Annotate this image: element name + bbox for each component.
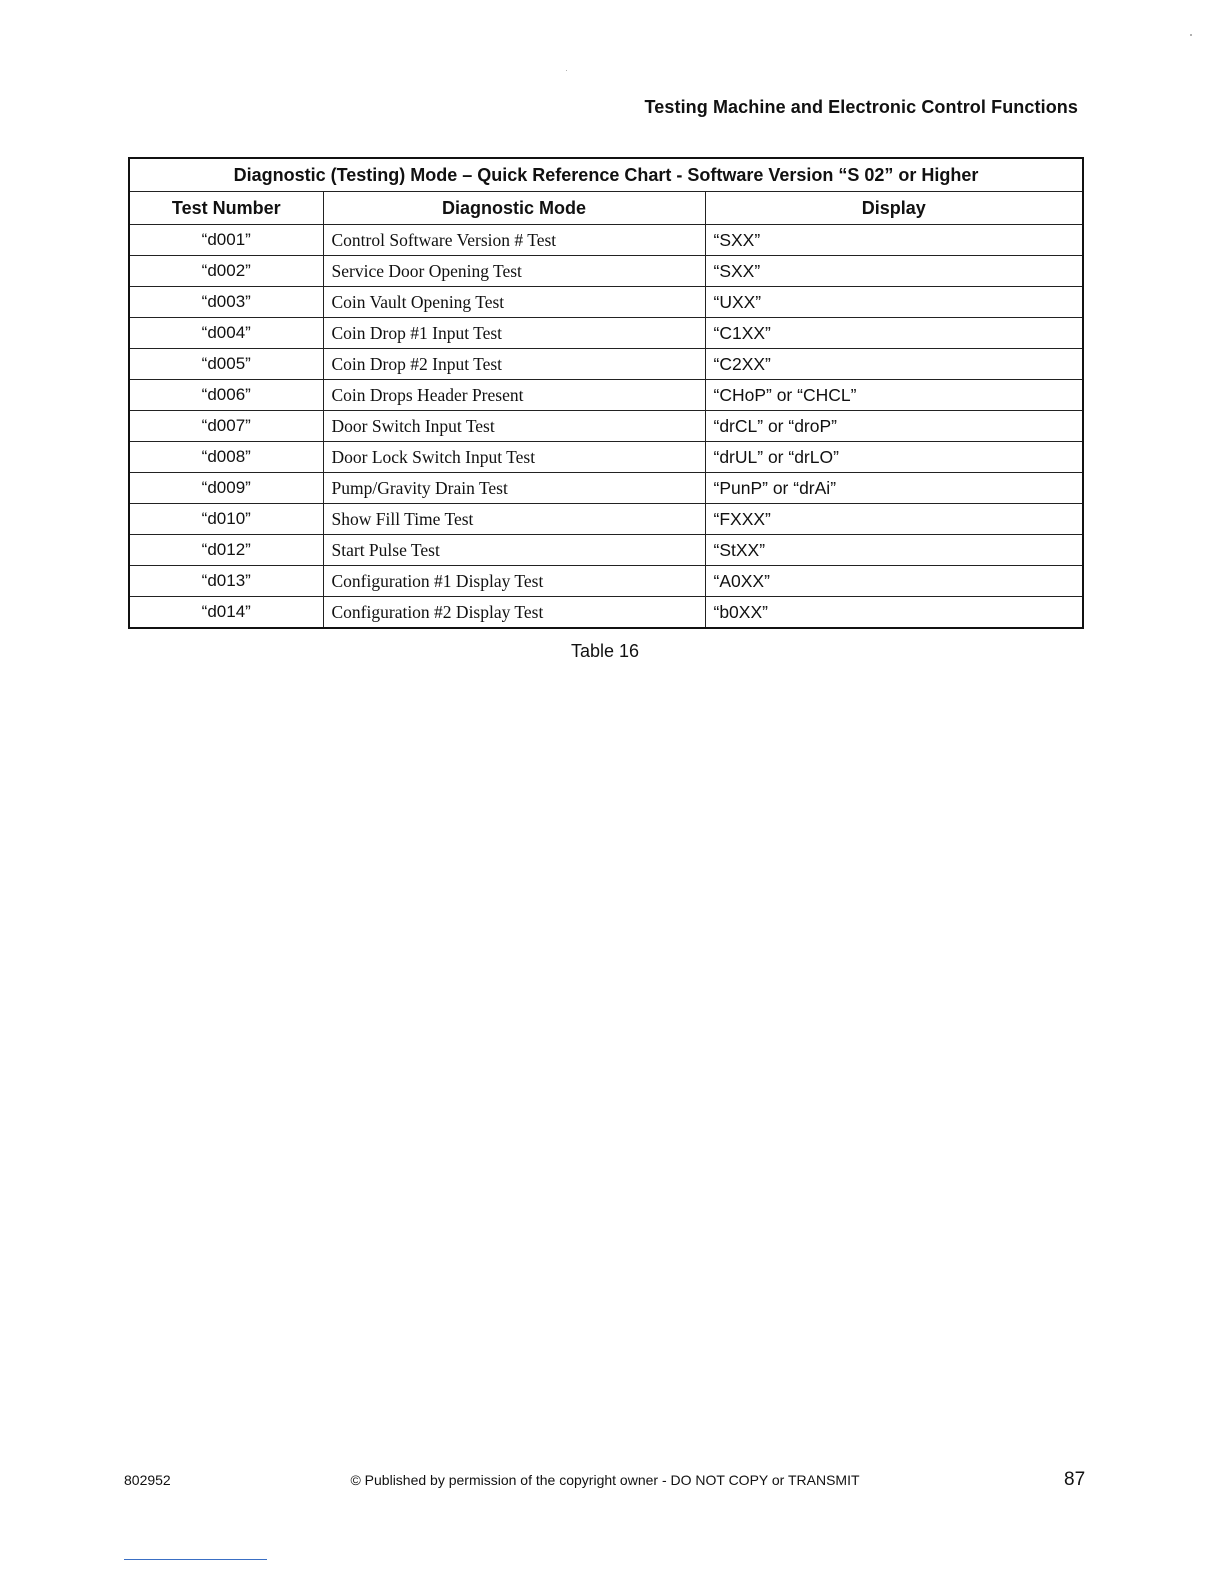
diagnostic-mode-cell: Coin Vault Opening Test bbox=[323, 287, 705, 318]
display-cell: “StXX” bbox=[705, 535, 1083, 566]
test-number-cell: “d014” bbox=[129, 597, 323, 629]
table-row bbox=[129, 225, 1083, 256]
diagnostic-mode-cell: Control Software Version # Test bbox=[323, 225, 705, 256]
table-caption: Table 16 bbox=[570, 641, 640, 661]
section-header: Testing Machine and Electronic Control Functions bbox=[644, 97, 1078, 117]
display-cell: “A0XX” bbox=[705, 566, 1083, 597]
test-number-cell: “d004” bbox=[129, 318, 323, 349]
diagnostic-mode-cell: Door Lock Switch Input Test bbox=[323, 442, 705, 473]
column-header-diagnostic-mode: Diagnostic Mode bbox=[323, 192, 705, 225]
diagnostic-mode-cell: Door Switch Input Test bbox=[323, 411, 705, 442]
diagnostic-mode-cell: Coin Drop #1 Input Test bbox=[323, 318, 705, 349]
test-number-cell: “d008” bbox=[129, 442, 323, 473]
scan-speck bbox=[566, 70, 567, 71]
table-row bbox=[129, 287, 1083, 318]
test-number-cell: “d006” bbox=[129, 380, 323, 411]
footer-copyright-notice: © Published by permission of the copyright owner - DO NOT COPY or TRANSMIT bbox=[350, 1472, 860, 1488]
table-row bbox=[129, 380, 1083, 411]
footer-page-number: 87 bbox=[1064, 1469, 1086, 1490]
diagnostic-reference-table bbox=[128, 157, 1084, 629]
bottom-rule-line bbox=[124, 1559, 267, 1560]
diagnostic-mode-cell: Configuration #1 Display Test bbox=[323, 566, 705, 597]
test-number-cell: “d009” bbox=[129, 473, 323, 504]
display-cell: “C1XX” bbox=[705, 318, 1083, 349]
table-row bbox=[129, 318, 1083, 349]
diagnostic-mode-cell: Service Door Opening Test bbox=[323, 256, 705, 287]
test-number-cell: “d005” bbox=[129, 349, 323, 380]
display-cell: “SXX” bbox=[705, 256, 1083, 287]
display-cell: “PunP” or “drAi” bbox=[705, 473, 1083, 504]
display-cell: “UXX” bbox=[705, 287, 1083, 318]
table-row bbox=[129, 442, 1083, 473]
footer-document-number: 802952 bbox=[124, 1472, 171, 1488]
display-cell: “b0XX” bbox=[705, 597, 1083, 629]
test-number-cell: “d012” bbox=[129, 535, 323, 566]
diagnostic-mode-cell: Coin Drop #2 Input Test bbox=[323, 349, 705, 380]
diagnostic-mode-cell: Show Fill Time Test bbox=[323, 504, 705, 535]
diagnostic-mode-cell: Start Pulse Test bbox=[323, 535, 705, 566]
table-row bbox=[129, 349, 1083, 380]
display-cell: “drUL” or “drLO” bbox=[705, 442, 1083, 473]
display-cell: “SXX” bbox=[705, 225, 1083, 256]
table-row bbox=[129, 473, 1083, 504]
table-title: Diagnostic (Testing) Mode – Quick Reference Chart - Software Version “S 02” or Higher bbox=[129, 158, 1083, 192]
test-number-cell: “d003” bbox=[129, 287, 323, 318]
diagnostic-mode-cell: Pump/Gravity Drain Test bbox=[323, 473, 705, 504]
table-row bbox=[129, 535, 1083, 566]
display-cell: “C2XX” bbox=[705, 349, 1083, 380]
diagnostic-mode-cell: Coin Drops Header Present bbox=[323, 380, 705, 411]
table-row bbox=[129, 504, 1083, 535]
test-number-cell: “d001” bbox=[129, 225, 323, 256]
display-cell: “CHoP” or “CHCL” bbox=[705, 380, 1083, 411]
test-number-cell: “d010” bbox=[129, 504, 323, 535]
diagnostic-mode-cell: Configuration #2 Display Test bbox=[323, 597, 705, 629]
test-number-cell: “d007” bbox=[129, 411, 323, 442]
test-number-cell: “d013” bbox=[129, 566, 323, 597]
table-row bbox=[129, 597, 1083, 629]
scan-speck bbox=[1190, 34, 1192, 36]
table-row bbox=[129, 566, 1083, 597]
display-cell: “drCL” or “droP” bbox=[705, 411, 1083, 442]
table-row bbox=[129, 411, 1083, 442]
table-row bbox=[129, 256, 1083, 287]
column-header-display: Display bbox=[705, 192, 1083, 225]
display-cell: “FXXX” bbox=[705, 504, 1083, 535]
test-number-cell: “d002” bbox=[129, 256, 323, 287]
column-header-test-number: Test Number bbox=[129, 192, 323, 225]
